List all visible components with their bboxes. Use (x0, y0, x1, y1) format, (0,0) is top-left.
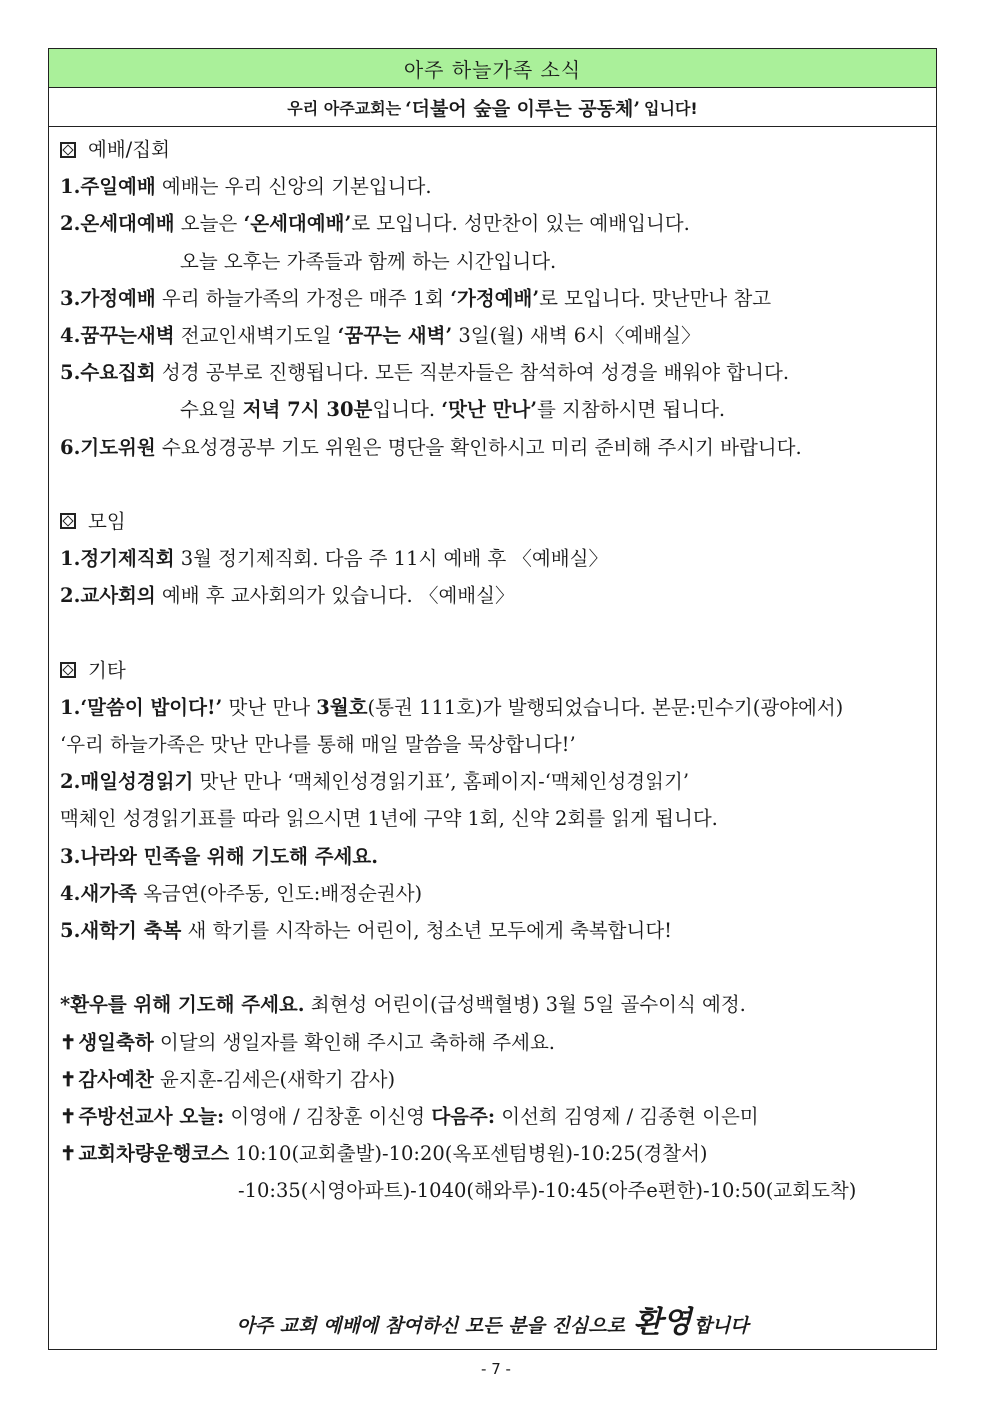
list-item: 6.기도위원 수요성경공부 기도 위원은 명단을 확인하시고 미리 준비해 주시기 바랍니다. (60, 435, 802, 459)
diamond-box-icon (60, 513, 76, 529)
list-item: 1.정기제직회 3월 정기제직회. 다음 주 11시 예배 후 〈예배실〉 (60, 547, 608, 571)
cross-icon: ✝ (60, 1104, 77, 1128)
section-heading-worship: 예배/집회 (60, 131, 926, 168)
note-thanks: ✝ 감사예찬 윤지훈-김세은(새학기 감사) (60, 1067, 396, 1091)
list-item: 4.꿈꾸는새벽 전교인새벽기도일 ‘꿈꾸는 새벽’ 3일(월) 새벽 6시〈예배실〉 (60, 323, 701, 347)
note-vehicle: ✝ 교회차량운행코스 10:10(교회출발)-10:20(옥포센텀병원)-10:25(경찰서) (60, 1142, 708, 1166)
content-body (49, 127, 936, 1209)
diamond-box-icon (60, 142, 76, 158)
section-heading-etc: 기타 (60, 652, 926, 689)
diamond-box-icon (60, 662, 76, 678)
list-item: 2.온세대예배 오늘은 ‘온세대예배’로 모입니다. 성만찬이 있는 예배입니다. (60, 212, 690, 236)
subtitle-pre: 우리 아주교회는 (287, 98, 402, 118)
subtitle-motto: ‘더불어 숲을 이루는 공동체’ (405, 97, 641, 120)
prayer-request: *환우를 위해 기도해 주세요. 최현성 어린이(급성백혈병) 3월 5일 골수이식 예정. (60, 993, 746, 1017)
note-birthday: ✝ 생일축하 이달의 생일자를 확인해 주시고 축하해 주세요. (60, 1030, 555, 1054)
list-item: 1.‘말씀이 밥이다!’ 맛난 만나 3월호(통권 111호)가 발행되었습니다. 본문:민수기(광야에서) (60, 695, 844, 719)
list-item: 1.주일예배 예배는 우리 신앙의 기본입니다. (60, 175, 432, 199)
list-item: 3.가정예배 우리 하늘가족의 가정은 매주 1회 ‘가정예배’로 모입니다. 맛난만나 참고 (60, 286, 772, 310)
list-item: 2.매일성경읽기 맛난 만나 ‘맥체인성경읽기표’, 홈페이지-‘맥체인성경읽기’ (60, 770, 690, 794)
subtitle-bar (49, 88, 936, 127)
list-item-continued: 맥체인 성경읽기표를 따라 읽으시면 1년에 구약 1회, 신약 2회를 읽게 됩니다. (60, 807, 718, 831)
cross-icon: ✝ (60, 1030, 77, 1054)
list-item: 4.새가족 옥금연(아주동, 인도:배정순권사) (60, 881, 423, 905)
list-item-continued: 수요일 저녁 7시 30분입니다. ‘맛난 만나’를 지참하시면 됩니다. (180, 398, 726, 422)
list-item-continued: ‘우리 하늘가족은 맛난 만나를 통해 매일 말씀을 묵상합니다!’ (60, 733, 576, 756)
page-number: - 7 - (481, 1360, 511, 1378)
cross-icon: ✝ (60, 1067, 77, 1091)
cross-icon: ✝ (60, 1142, 77, 1166)
section-heading-meeting: 모임 (60, 503, 926, 540)
subtitle-post: 입니다! (644, 98, 698, 118)
list-item: 5.새학기 축복 새 학기를 시작하는 어린이, 청소년 모두에게 축복합니다! (60, 918, 673, 942)
list-item: 3.나라와 민족을 위해 기도해 주세요. (60, 844, 379, 868)
list-item: 5.수요집회 성경 공부로 진행됩니다. 모든 직분자들은 참석하여 성경을 배워야 합니다. (60, 361, 790, 385)
welcome-emphasis: 환영 (633, 1305, 692, 1340)
note-vehicle-continued: -10:35(시영아파트)-1040(해와루)-10:45(아주e편한)-10:50(교회도착) (238, 1179, 857, 1203)
note-kitchen: ✝ 주방선교사 오늘: 이영애 / 김창훈 이신영 다음주: 이선희 김영제 / 김종현 이은미 (60, 1104, 759, 1128)
list-item-continued: 오늘 오후는 가족들과 함께 하는 시간입니다. (180, 249, 557, 273)
page-title (49, 49, 936, 88)
list-item: 2.교사회의 예배 후 교사회의가 있습니다. 〈예배실〉 (60, 584, 515, 608)
title-text: 아주 하늘가족 소식 (403, 57, 582, 82)
bulletin-frame (48, 48, 937, 1350)
welcome-footer: 아주 교회 예배에 참여하신 모든 분을 진심으로 환영 합니다 (236, 1305, 749, 1340)
